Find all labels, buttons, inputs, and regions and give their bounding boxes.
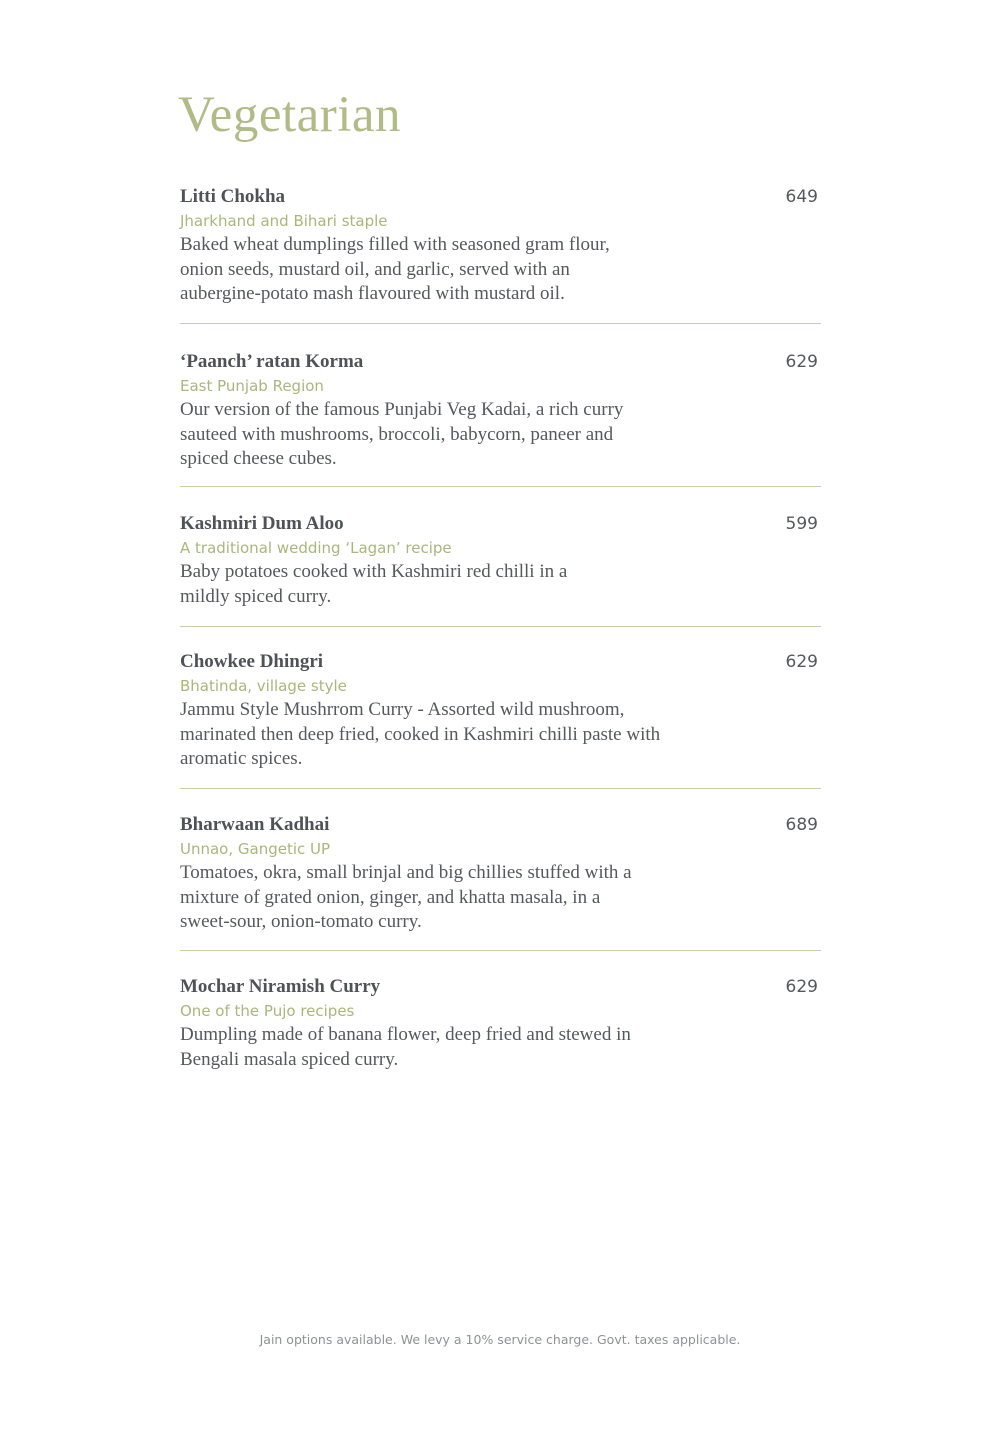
item-description: Baby potatoes cooked with Kashmiri red chilli in a mildly spiced curry. — [180, 561, 568, 607]
item-name: Litti Chokha — [180, 186, 286, 207]
item-name: Kashmiri Dum Aloo — [180, 513, 344, 534]
item-origin: Jharkhand and Bihari staple — [180, 212, 388, 230]
item-description: Our version of the famous Punjabi Veg Kadai, a rich curry sauteed with mushrooms, broccoli, babycorn, paneer and spiced cheese cubes. — [180, 399, 624, 469]
divider — [180, 626, 821, 627]
item-description: Jammu Style Mushrrom Curry - Assorted wild mushroom, marinated then deep fried, cooked in Kashmiri chilli paste with aromatic spices. — [180, 699, 661, 769]
item-description: Baked wheat dumplings filled with seasoned gram flour, onion seeds, mustard oil, and garlic, served with an aubergine-potato mash flavoured with mustard oil. — [180, 234, 610, 304]
item-name: Chowkee Dhingri — [180, 651, 324, 672]
item-price: 629 — [785, 977, 818, 997]
item-name: Mochar Niramish Curry — [180, 976, 381, 997]
divider — [180, 950, 821, 951]
footer-note: Jain options available. We levy a 10% service charge. Govt. taxes applicable. — [259, 1332, 741, 1347]
item-origin: Bhatinda, village style — [180, 677, 347, 695]
menu-item — [180, 350, 822, 472]
item-description: Dumpling made of banana flower, deep fried and stewed in Bengali masala spiced curry. — [180, 1024, 631, 1070]
menu-item — [180, 185, 822, 307]
item-description: Tomatoes, okra, small brinjal and big chillies stuffed with a mixture of grated onion, ginger, and khatta masala, in a sweet-sour, onion-tomato curry. — [180, 862, 632, 932]
item-origin: A traditional wedding ‘Lagan’ recipe — [180, 539, 452, 557]
divider — [180, 788, 821, 789]
item-origin: Unnao, Gangetic UP — [180, 840, 331, 858]
menu-item — [180, 650, 822, 772]
menu-item — [180, 512, 822, 609]
item-price: 629 — [785, 652, 818, 672]
item-origin: One of the Pujo recipes — [180, 1002, 355, 1020]
item-name: Bharwaan Kadhai — [180, 814, 330, 835]
item-price: 649 — [785, 187, 818, 207]
item-name: ‘Paanch’ ratan Korma — [180, 351, 364, 372]
divider — [180, 323, 821, 324]
menu-item — [180, 813, 822, 935]
item-origin: East Punjab Region — [180, 377, 324, 395]
divider — [180, 486, 821, 487]
item-price: 629 — [785, 352, 818, 372]
page-title: Vegetarian — [178, 87, 402, 143]
item-price: 599 — [785, 514, 818, 534]
menu-item — [180, 975, 822, 1072]
item-price: 689 — [785, 815, 818, 835]
